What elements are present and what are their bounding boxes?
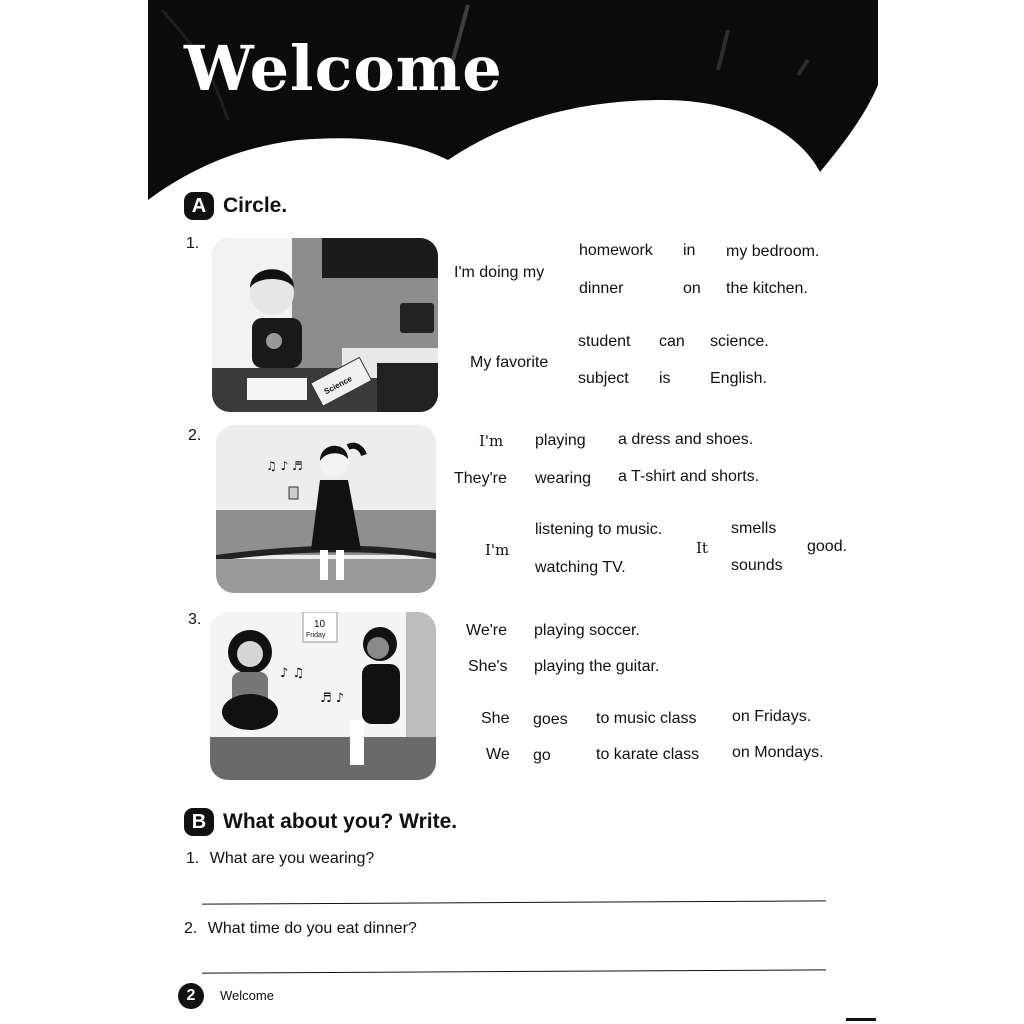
section-b-heading (184, 808, 457, 836)
choice-to-music-class[interactable]: to music class (596, 710, 697, 727)
section-a-badge: A (184, 192, 214, 220)
answer-line-2[interactable] (202, 969, 826, 973)
item-1-number: 1. (186, 235, 200, 252)
choice-wearing[interactable]: wearing (535, 470, 592, 487)
answer-line-1[interactable] (202, 900, 826, 904)
choice-my-bedroom[interactable]: my bedroom. (726, 243, 820, 260)
choice-on-mondays[interactable]: on Mondays. (732, 744, 824, 761)
svg-text:Friday: Friday (306, 632, 326, 639)
question-1-text: What are you wearing? (209, 850, 375, 867)
choice-the-kitchen[interactable]: the kitchen. (726, 280, 808, 297)
choice-playing[interactable]: playing (535, 432, 586, 449)
children-guitar-illustration (210, 612, 436, 780)
section-b-instruction: What about you? Write. (223, 810, 458, 833)
item-1-sentence-2-lead: My favorite (470, 354, 549, 371)
svg-text:Science: Science (322, 374, 354, 397)
item-3-sentence-1-lead-1: We're (466, 622, 507, 639)
choice-go[interactable]: go (533, 747, 551, 764)
svg-text:♫ ♪ ♬: ♫ ♪ ♬ (266, 459, 303, 473)
section-a-heading (184, 192, 287, 220)
choice-listening-to-music[interactable]: listening to music. (535, 521, 663, 538)
choice-is[interactable]: is (659, 370, 671, 387)
page-edge-mark (846, 1018, 876, 1021)
item-3-sentence-1-lead-2: She's (468, 658, 508, 675)
item-2-sentence-2-mid: It (696, 539, 708, 557)
choice-in[interactable]: in (683, 242, 696, 259)
item-2-picture (216, 425, 436, 593)
choice-sounds[interactable]: sounds (731, 557, 783, 574)
item-3-sentence-2-lead-1: She (481, 710, 510, 727)
item-1-picture (212, 238, 438, 412)
choice-playing-soccer[interactable]: playing soccer. (534, 622, 640, 639)
choice-t-shirt-and-shorts[interactable]: a T-shirt and shorts. (618, 468, 760, 485)
choice-smells[interactable]: smells (731, 520, 777, 537)
header-banner (148, 0, 878, 205)
svg-text:♪ ♫: ♪ ♫ (280, 666, 305, 681)
choice-to-karate-class[interactable]: to karate class (596, 746, 700, 763)
boy-homework-illustration (212, 238, 438, 412)
question-1 (186, 850, 374, 868)
choice-student[interactable]: student (578, 333, 631, 350)
choice-english[interactable]: English. (710, 370, 767, 387)
item-2-number: 2. (188, 427, 202, 444)
svg-text:♬ ♪: ♬ ♪ (320, 691, 345, 706)
item-3-number: 3. (188, 611, 202, 628)
choice-playing-the-guitar[interactable]: playing the guitar. (534, 658, 660, 675)
choice-can[interactable]: can (659, 333, 685, 350)
footer-label: Welcome (220, 988, 274, 1003)
section-b-badge: B (184, 808, 214, 836)
choice-science[interactable]: science. (710, 333, 769, 350)
section-a-instruction: Circle. (223, 194, 288, 217)
choice-goes[interactable]: goes (533, 711, 568, 728)
choice-subject[interactable]: subject (578, 370, 629, 387)
girl-listening-music-illustration (216, 425, 436, 593)
item-2-sentence-1-lead-1: I'm (479, 432, 504, 450)
item-2-sentence-2-tail: good. (807, 538, 848, 555)
question-2-number: 2. (184, 920, 198, 937)
choice-on[interactable]: on (683, 280, 701, 297)
item-2-sentence-1-lead-2: They're (454, 470, 507, 487)
choice-dinner[interactable]: dinner (579, 280, 624, 297)
question-1-number: 1. (186, 850, 200, 867)
workbook-page (148, 0, 878, 1024)
page-number-badge: 2 (178, 983, 204, 1009)
item-3-sentence-2-lead-2: We (486, 746, 510, 763)
item-1-sentence-1-lead: I'm doing my (454, 264, 545, 281)
choice-a-dress-and-shoes[interactable]: a dress and shoes. (618, 431, 754, 448)
question-2 (184, 920, 417, 938)
item-3-picture (210, 612, 436, 780)
item-2-sentence-2-lead: I'm (485, 541, 510, 559)
choice-on-fridays[interactable]: on Fridays. (732, 708, 812, 725)
page-title: Welcome (184, 32, 503, 105)
svg-text:10: 10 (314, 619, 326, 630)
choice-watching-tv[interactable]: watching TV. (535, 559, 626, 576)
choice-homework[interactable]: homework (579, 242, 653, 259)
question-2-text: What time do you eat dinner? (207, 920, 417, 937)
